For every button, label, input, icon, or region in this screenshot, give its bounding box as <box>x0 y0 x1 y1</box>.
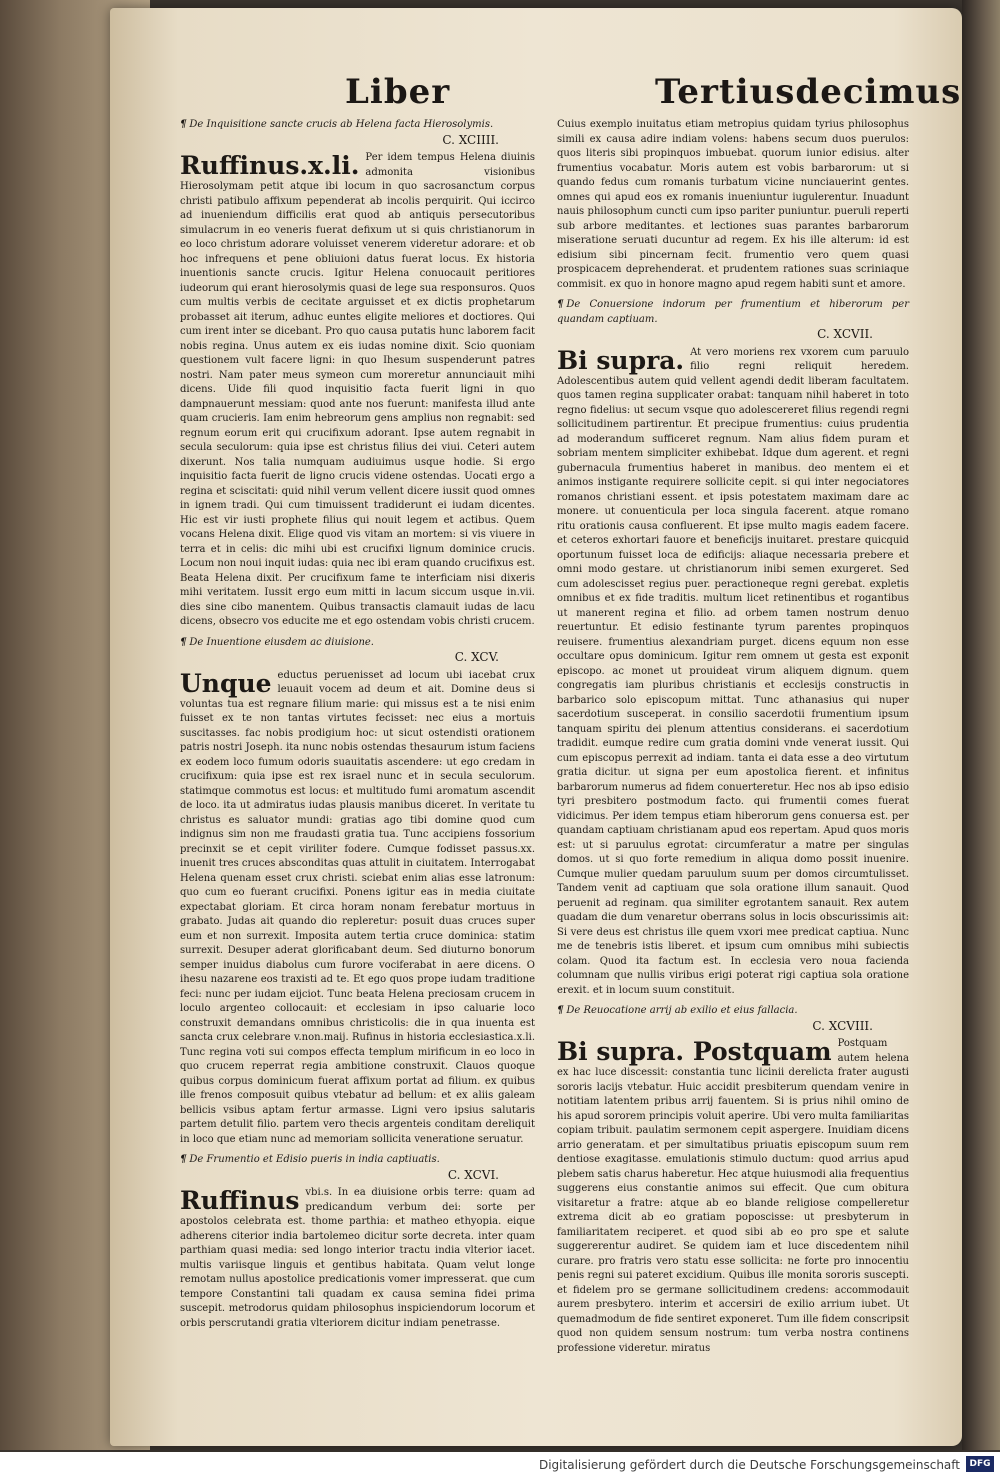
section-rubric <box>557 298 909 327</box>
source-incipit: Bi supra. <box>557 345 685 375</box>
chapter-paragraph <box>180 1186 535 1331</box>
section-rubric <box>180 636 535 651</box>
section-rubric <box>180 1153 535 1168</box>
running-head-right: Tertiusdecimus <box>655 72 962 112</box>
chapter-number: C. XCVII. <box>817 327 873 341</box>
paragraph-spacer <box>557 1356 909 1362</box>
chapter-number: C. XCVI. <box>447 1167 499 1182</box>
source-incipit: Ruffinus.x.li. <box>180 151 360 180</box>
paragraph-text: Cuius exemplo inuitatus etiam metropius quidam tyrius philosophus simili ex causa adire indiam volens: habens secum duos puerulos: quos literis sibi propinquos imbuebat. quorum iunior edisius. alter frumentius vocabatur. Moris autem est vobis barbarorum: ut si quando fedus cum romanis turbatum vicine nunciauerint gentes. omnes qui apud eos ex romanis inueniuntur iugulerentur. Inuadunt nauis philosophum cuncti cum ipso pariter puniuntur. pueruli reperti sub arbore meditantes. et lectiones suas parantes barbarorum miseratione seruati ducuntur ad regem. Ex his ille alterum: id est edisium sibi pincernam fecit. frumentio vero quem quasi prospicacem deprehenderat. et prudentem rationes suas scriniaque commisit. ex quo in honore magno apud regem habiti sunt et amore. <box>557 119 909 290</box>
paragraph-text: vbi.s. In ea diuisione orbis terre: quam ad predicandum verbum dei: sorte per apostolos celebrata est. thome parthia: et matheo ethyopia. eique adherens citerior india bartolemeo dicitur sorte decreta. inter quam parthiam quasi media: sed longo interior tractu india vlterior iacet. multis variisque linguis et gentibus habitata. Quam velut longe remotam nullus apostolice predicationis vomer impresserat. que cum tempore Constantini tali quadam ex causa semina fidei prima suscepit. metrodorus quidam philosophus inspiciendorum locorum et orbis perscrutandi gratia vlteriorem dicitur indiam penetrasse. <box>180 1187 535 1329</box>
right-page-edge <box>962 0 1000 1450</box>
pilcrow-icon: ¶ <box>180 119 187 130</box>
rubric-text: De Reuocatione arrij ab exilio et eius fallacia. <box>566 1005 798 1016</box>
chapter-paragraph <box>180 151 535 630</box>
dfg-logo: DFG <box>966 1456 994 1472</box>
rubric-text: De Frumentio et Edisio pueris in india captiuatis. <box>189 1154 440 1165</box>
section-rubric <box>180 118 535 133</box>
paragraph-text: Postquam autem helena ex hac luce discessit: constantia tunc licinii derelicta frater augusti sororis lacijs vtebatur. Huic accidit presbiterum quendam venire in notitiam latentem pribus arrij fauentem. Si is prius nihil omino de his apud sororem principis voluit aperire. Ubi vero multa familiaritas copiam tribuit. paulatim sermonem cepit aspergere. Inuidiam dicens arrio generatam. et per simultatibus priuatis episcopum suum rem dentiose exagitasse. emulationis stimulo ductum: quod arrius apud plebem satis charus haberetur. Hec atque huiusmodi alia frequentius suggerens eius constantie animos sui effecit. Que cum obitura visitaretur a fratre: atque ab eo blande religiose compelleretur extrema dicit ab eo gratiam poposcisse: ut presbyterum in familiaritatem reciperet. et quod sibi ab eo pro spe et salute suggererentur audiret. Se quidem iam et luce discedentem nihil curare. pro fratris vero statu esse sollicita: ne forte pro innocentiu penis regni sui pateret excidium. Quibus ille monita sororis suscepti. et fidelem pro se germane sollicitudinem credens: accommodauit aurem presbytero. interim et accersiri de exilio arrium iubet. Ut quemadmodum de fide sentiret exponeret. Tum ille fidem conscripsit quod non quidem sensum nostrum: tum verba nostra continens professione videretur. miratus <box>557 1038 909 1354</box>
left-column <box>180 118 535 1337</box>
pilcrow-icon: ¶ <box>180 636 187 648</box>
chapter-paragraph <box>557 1037 909 1356</box>
source-incipit: Unque <box>180 668 272 698</box>
paragraph-text: eductus peruenisset ad locum ubi iacebat crux leuauit vocem ad deum et ait. Domine deus si voluntas tua est regnare filium marie: qui missus est a te nisi enim fuisset ex te non tantas virtutes fecisset: nec eius a mortuis suscitasses. fac nobis prodigium hoc: ut sicut ostendisti orationem patris nostri Joseph. ita nunc nobis ostendas thesaurum istum faciens ex eodem loco fumum odoris suauitatis ascendere: ut ego credam in crucifixum: quia ipse est rex israel nunc et in secula seculorum. statimque commotus est locus: et multitudo fumi aromatum ascendit de loco. ita ut admiratus iudas plausis manibus diceret. In veritate tu christus es saluator mundi: gratias ago tibi domine quod cum indignus sim non me fraudasti gratia tua. Tunc accipiens fossorium precinxit se et cepit viriliter fodere. Cumque fodisset passus.xx. inuenit tres cruces absconditas quas attulit in ciuitatem. Interrogabat Helena quenam esset crux christi. sciebat enim alias esse latronum: quo cum eo fuerant crucifixi. Ponens igitur eas in media ciuitate expectabat gloriam. Et circa horam nonam ferebatur mortuus in grabato. Judas ait quando dio repleretur: posuit duas cruces super eum et non surrexit. Imposita autem tertia cruce dominica: statim surrexit. Desuper aderat glorificabant deum. Sed diuturno bonorum semper inuidus diabolus cum furore vociferabat in aere dicens. O ihesu nazarene eos traxisti ad te. Et ego quos prope iudam traditione feci: nunc per iudam eijciot. Tunc beata Helena preciosam crucem in loculo argenteo collocauit: et ecclesiam in ipso caluarie loco construxit demandans omnibus christicolis: die in qua inuenta est sancta crux celebrare v.non.maij. Rufinus in historia ecclesiastica.x.li. Tunc regina voti sui compos effecta templum mirificum in eo loco in quo crucem reperrat regia ambitione construxit. Clauos quoque quibus corpus dominicum fuerat affixum portat ad filium. ex quibus ille frenos composuit quibus vtebatur ad bellum: et ex aliis galeam bellicis vsibus aptam fertur armasse. Ligni vero ipsius salutaris partem detulit filio. partem vero thecis argenteis conditam dereliquit in loco que etiam nunc ad memoriam sollicita veneratione seruatur. <box>180 669 535 1145</box>
chapter-number: C. XCVIII. <box>812 1018 873 1033</box>
section-rubric <box>557 1004 909 1019</box>
rubric-text: De Inuentione eiusdem ac diuisione. <box>189 636 374 648</box>
chapter-paragraph <box>180 669 535 1148</box>
chapter-paragraph <box>557 346 909 999</box>
right-column <box>557 118 909 1362</box>
source-incipit: Ruffinus <box>180 1186 300 1215</box>
pilcrow-icon: ¶ <box>180 1154 187 1165</box>
paragraph-text: At vero moriens rex vxorem cum paruulo filio regni reliquit heredem. Adolescentibus autem quid vellent agendi dedit liberam facultatem. quos tamen regina supplicater orabat: tanquam nihil haberet in toto regno fidelius: ut secum vsque quo adolescereret filius regendi regni sollicitudinem partirentur. Et precipue frumentius: cuius prudentia ad moderandum sufficeret regnum. Nam alius fidem puram et sobriam mentem simpliciter exhibebat. Idque dum agerent. et regni gubernacula frumentius haberet in manibus. deo mentem ei et animos instigante requirere sollicite cepit. si qui inter negociatores romanos christiani essent. et ipsis potestatem maximam dare ac monere. ut conuenticula per loca singula facerent. atque romano ritu orationis causa confluerent. Et ipse multo magis eadem facere. et ceteros exhortari fauore et beneficijs inuitaret. prestare quicquid oportunum fuisset loca de edificijs: aliaque necessaria prebere et omni modo gestare. ut christianorum inibi semen exurgeret. Sed cum adolescisset regius puer. peractioneque regni gerebat. expletis omnibus et ex fide traditis. multum licet retinentibus et rogantibus ut manerent regina et filio. ad orbem tamen nostrum denuo reuertuntur. Et edisio festinante tyrum parentes propinquos reuisere. frumentius alexandriam purget. dicens equum non esse occultare opus dominicum. Igitur rem omnem ut gesta est exponit episcopo. ac monet ut prouideat virum aliquem dignum. quem congregatis iam pluribus christianis et ecclesijs constructis in barbarico solo episcopum mittat. Tunc athanasius qui nuper sacerdotium susceperat. in consilio sacerdotii frumentium ipsum tanquam spiritu dei plenum attentius considerans. ei sacerdotium tradidit. eumque redire cum gratia domini vnde venerat iussit. Qui cum episcopus perrexit ad indiam. tanta ei data esse a deo virtutum gratia dicitur. ut signa per eum apostolica fierent. et infinitus barbarorum numerus ad fidem conuerteretur. Hec nos ab ipso edisio tyri presbitero postmodum facto. qui frumentii comes fuerat vidicimus. Per idem tempus etiam hiberorum gens conuersa est. per quandam captiuam christianam apud eos repertam. Apud quos moris est: ut si paruulus egrotat: circumferatur a matre per singulas domos. ut si quo forte remedium in aliqua domo possit inuenire. Cumque mulier quedam paruulum suum per domos circumtulisset. Tandem venit ad captiuam que sola oratione illum sanauit. Quod peruenit ad reginam. qua similiter egrotantem sanauit. Rex autem quadam die dum venaretur oberrans solus in locis obscurissimis ait: Si vere deus est christus ille quem vxori mee predicat captiua. Nunc me de tenebris istis liberet. et ipsum cum omnibus mihi subiectis colam. Quod ita factum est. In ecclesia vero noua facienda columnam que nullis viribus erigi poterat rigi captiua sola oratione erexit. et in locum suum constituit. <box>557 346 909 996</box>
footer-credit: Digitalisierung gefördert durch die Deutsche Forschungsgemeinschaft <box>538 1458 960 1472</box>
pilcrow-icon: ¶ <box>557 1005 564 1016</box>
running-head-left: Liber <box>345 72 451 112</box>
paragraph-spacer <box>180 1331 535 1337</box>
chapter-number: C. XCIIII. <box>442 132 499 147</box>
pilcrow-icon: ¶ <box>557 299 564 310</box>
chapter-number: C. XCV. <box>454 650 499 664</box>
rubric-text: De Conuersione indorum per frumentium et hiberorum per quandam captiuam. <box>557 299 909 325</box>
paragraph-text: Per idem tempus Helena diuinis admonita visionibus Hierosolymam petit atque ibi locum in quo sacrosanctum corpus christi patibulo affixum pependerat ab incolis perquirit. Qui iccirco ad inueniendum difficilis erat quod ab antiquis persecutoribus simulacrum in eo veneris fuerat defixum ut si quis christianorum in eo loco christum adorare voluisset venerem videretur adorare: et ob hoc infrequens et pene obliuioni datus fuerat locus. Ex historia inuentionis sancte crucis. Igitur Helena conuocauit peritiores iudeorum qui erant hierosolymis quasi de lege sua responsuros. Quos cum multis verbis de cecitate arguisset et ex dictis prophetarum probasset ait iterum, adhuc euntes eligite meliores et doctiores. Qui cum irent inter se dicebant. Pro quo causa putatis hunc laborem facit nobis regina. Unus autem ex eis iudas nomine dixit. Scio quoniam questionem vult facere ligni: in quo Ihesum suspenderunt patres nostri. Nam pater meus symeon cum moreretur annunciauit mihi dicens. Uide fili quod inquisitio facta fuerit ligni in quo dampnauerunt messiam: quod ante nos fuerunt: manifesta illud ante quam crucieris. Iam enim hebreorum gens amplius non regnabit: sed regnum eorum erit qui crucifixum adorant. Ipse autem regnabit in secula seculorum: quia ipse est christus filius dei viui. Ceteri autem dixerunt. Nos talia numquam audiuimus usque hodie. Si ergo inquisitio facta fuerit de ligno crucis videne ostendas. Uocati ergo a regina et sciscitati: quid nihil verum vellent dicere iussit quod omnes in ignem tradi. Qui cum timuissent tradiderunt ei iudam dicentes. Hic est vir iusti prophete filius qui nouit legem et actibus. Quem vocans Helena dixit. Elige quod vis vitam an mortem: si vis viuere in terra et in celis: dic mihi ubi est crucifixi lignum dominice crucis. Locum non noui inquit iudas: quia nec ibi eram quando crucifixus est. Beata Helena dixit. Per crucifixum fame te interficiam nisi dixeris mihi veritatem. Iussit ergo eum mitti in lacum siccum usque in.vii. dies sine cibo manentem. Quibus transactis clamauit iudas de lacu dicens, obsecro vos educite me et ego ostendam vobis christi crucem. <box>180 152 535 627</box>
rubric-text: De Inquisitione sancte crucis ab Helena facta Hierosolymis. <box>189 119 494 130</box>
source-incipit: Bi supra. Postquam <box>557 1037 832 1066</box>
